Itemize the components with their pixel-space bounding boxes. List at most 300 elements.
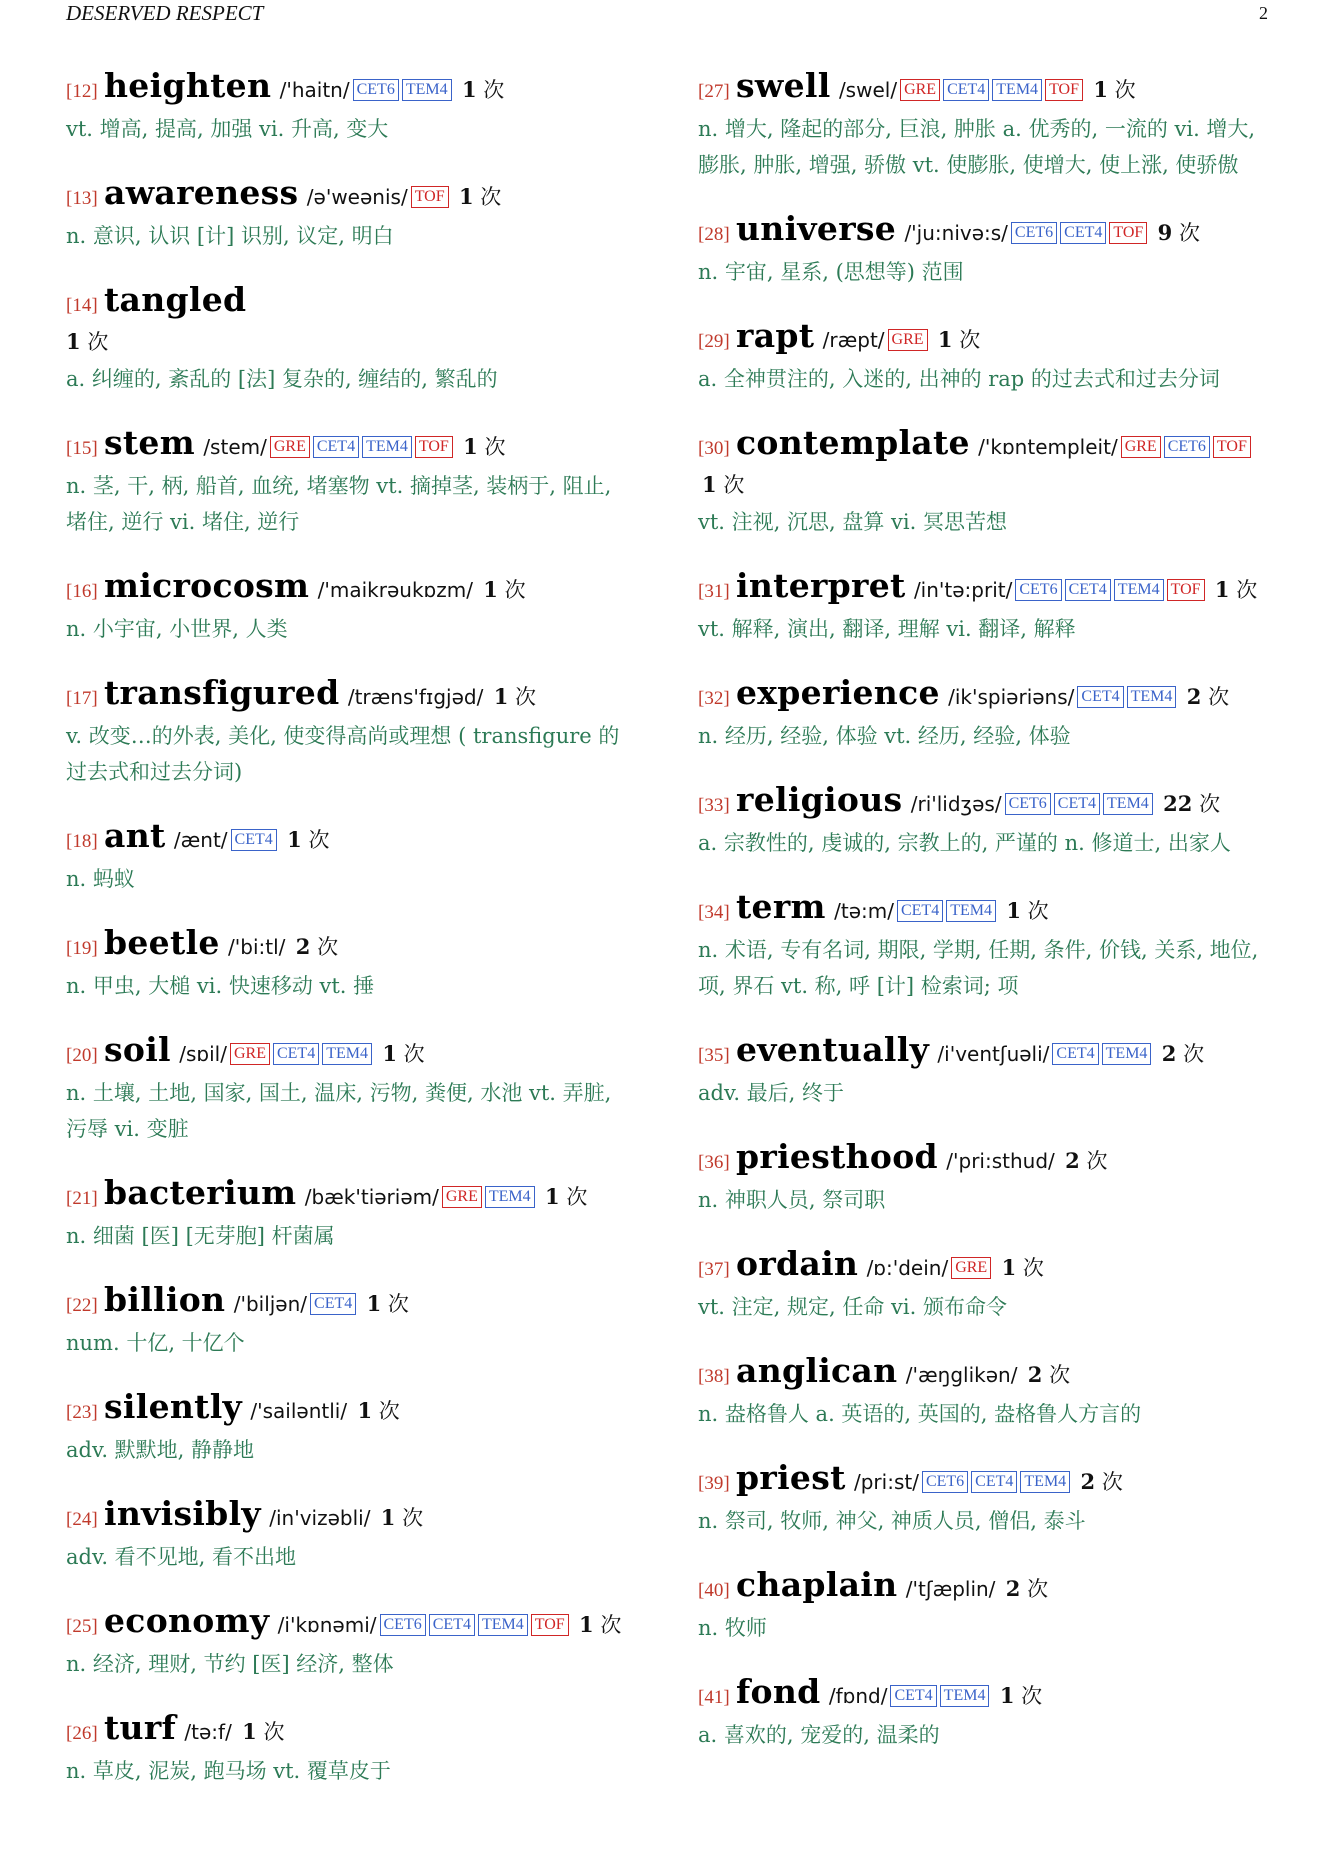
frequency [938,328,980,352]
entry-headline [698,1353,1270,1395]
exam-tag: GRE [442,1186,482,1208]
frequency-count: 1 [458,184,474,209]
frequency [1000,1684,1042,1708]
frequency-count: 2 [1080,1469,1096,1494]
entry-headline [698,1567,1270,1609]
frequency [463,435,505,459]
headword: awareness [104,173,299,212]
frequency [462,78,504,102]
frequency [1006,1577,1048,1601]
entry-headline [66,68,638,110]
entry-headline [698,318,1270,360]
definition: num. 十亿, 十亿个 [66,1331,245,1355]
exam-tag: CET6 [1164,436,1210,458]
definition: n. 小宇宙, 小世界, 人类 [66,617,288,641]
definition: n. 祭司, 牧师, 神父, 神质人员, 僧侣, 泰斗 [698,1509,1086,1533]
frequency [1093,78,1135,102]
entry-number: [30] [698,438,730,459]
frequency [579,1613,621,1637]
exam-tag: CET4 [971,1471,1017,1493]
frequency [66,324,638,360]
exam-tag: TEM4 [322,1043,372,1065]
frequency-unit: 次 [1114,78,1136,102]
frequency-count: 1 [380,1505,396,1530]
frequency [1081,1470,1123,1494]
phonetic: /in'tə:prit/ [913,578,1013,602]
vocab-entry [66,818,638,897]
frequency-unit: 次 [1049,1363,1071,1387]
phonetic: /i'kɒnəmi/ [277,1613,377,1637]
exam-tag: TOF [1213,436,1251,458]
frequency-unit: 次 [1027,1577,1049,1601]
headword: fond [736,1672,821,1711]
entry-number: [19] [66,938,98,959]
exam-tag: CET4 [1052,1043,1098,1065]
headword: universe [736,209,897,248]
definition: vt. 注视, 沉思, 盘算 vi. 冥思苦想 [698,510,1007,534]
entry-headline [66,1282,638,1324]
entry-number: [33] [698,795,730,816]
entry-number: [22] [66,1295,98,1316]
frequency-count: 1 [66,329,81,354]
exam-tag: TEM4 [485,1186,535,1208]
entry-number: [14] [66,295,98,316]
entry-headline [66,175,638,217]
vocab-entry [66,1603,638,1682]
vocab-entry [698,1567,1270,1646]
phonetic: /'haitn/ [279,78,350,102]
entry-number: [15] [66,438,98,459]
phonetic: /'sailəntli/ [250,1399,348,1423]
entry-number: [31] [698,581,730,602]
frequency-count: 1 [1214,577,1230,602]
definition: n. 增大, 隆起的部分, 巨浪, 肿胀 a. 优秀的, 一流的 vi. 增大, 膨胀, 肿胀, 增强, 骄傲 vt. 使膨胀, 使增大, 使上涨, 使骄傲 [698,117,1256,177]
frequency-count: 2 [1161,1041,1177,1066]
headword: transfigured [104,673,340,712]
headword: swell [736,66,831,105]
headword: stem [104,423,195,462]
definition: n. 盎格鲁人 a. 英语的, 英国的, 盎格鲁人方言的 [698,1402,1142,1426]
definition: n. 经济, 理财, 节约 [医] 经济, 整体 [66,1652,394,1676]
vocab-entry [66,175,638,254]
phonetic: /bæk'tiəriəm/ [304,1185,439,1209]
frequency-unit: 次 [403,1042,425,1066]
headword: interpret [736,566,906,605]
definition: a. 喜欢的, 宠爱的, 温柔的 [698,1723,940,1747]
entry-headline [66,425,638,467]
vocab-entry [698,1460,1270,1539]
definition: n. 神职人员, 祭司职 [698,1188,886,1212]
vocab-entry [698,1674,1270,1753]
frequency-unit: 次 [87,330,109,354]
right-column [698,68,1270,1781]
frequency [1162,1042,1204,1066]
phonetic: /ænt/ [173,828,228,852]
headword: silently [104,1387,243,1426]
exam-tag: TEM4 [1127,686,1177,708]
frequency-unit: 次 [1086,1149,1108,1173]
exam-tag: CET6 [1005,793,1051,815]
entry-headline [66,818,638,860]
entry-number: [26] [66,1723,98,1744]
phonetic: /tə:m/ [834,899,894,923]
entry-number: [13] [66,188,98,209]
exam-tag: GRE [888,329,928,351]
frequency-unit: 次 [1021,1684,1043,1708]
headword: billion [104,1280,226,1319]
frequency [287,828,329,852]
headword: turf [104,1708,177,1747]
document-title: DESERVED RESPECT [66,1,264,25]
exam-tag: CET4 [890,1685,936,1707]
phonetic: /i'ventʃuəli/ [937,1042,1050,1066]
frequency-unit: 次 [1027,899,1049,923]
frequency [1215,578,1257,602]
headword: ordain [736,1244,859,1283]
frequency-unit: 次 [1101,1470,1123,1494]
frequency-count: 1 [579,1612,594,1637]
exam-tag: CET6 [380,1614,426,1636]
phonetic: /'kɒntempleit/ [978,435,1118,459]
entry-headline [66,925,638,967]
entry-number: [32] [698,688,730,709]
frequency-unit: 次 [1236,578,1258,602]
frequency-count: 2 [1005,1576,1021,1601]
phonetic: /træns'fɪgjəd/ [347,685,484,709]
vocab-entry [698,568,1270,647]
frequency [367,1292,409,1316]
frequency-count: 1 [493,684,509,709]
frequency-unit: 次 [378,1399,400,1423]
headword: soil [104,1030,171,1069]
exam-tag: TEM4 [1102,1043,1152,1065]
entry-number: [28] [698,224,730,245]
frequency-count: 1 [242,1719,257,1744]
exam-tag: TEM4 [1103,793,1153,815]
entry-headline [698,1246,1270,1288]
entry-headline [698,568,1270,610]
exam-tag: CET4 [1054,793,1100,815]
frequency-unit: 次 [600,1613,622,1637]
phonetic: /swel/ [838,78,898,102]
frequency-count: 1 [366,1291,382,1316]
frequency [1065,1149,1107,1173]
headword: priesthood [736,1137,938,1176]
vocab-entry [66,1389,638,1468]
entry-number: [25] [66,1616,98,1637]
vocab-entry [66,425,638,540]
exam-tag: TOF [415,436,453,458]
entry-number: [38] [698,1366,730,1387]
frequency [1028,1363,1070,1387]
entry-headline [66,282,638,360]
frequency-count: 1 [1001,1255,1017,1280]
frequency-unit: 次 [308,828,330,852]
frequency [494,685,536,709]
entry-headline [66,1603,638,1645]
phonetic: /ræpt/ [822,328,885,352]
headword: priest [736,1458,846,1497]
exam-tag: CET4 [943,79,989,101]
headword: eventually [736,1030,930,1069]
headword: anglican [736,1351,898,1390]
entry-number: [17] [66,688,98,709]
exam-tag: GRE [1121,436,1161,458]
exam-tag: GRE [900,79,940,101]
phonetic: /in'vizəbli/ [269,1506,371,1530]
definition: n. 细菌 [医] [无芽胞] 杆菌属 [66,1224,335,1248]
definition: n. 意识, 认识 [计] 识别, 议定, 明白 [66,224,394,248]
headword: term [736,887,826,926]
phonetic: /'biljən/ [233,1292,308,1316]
definition: vt. 注定, 规定, 任命 vi. 颁布命令 [698,1295,1007,1319]
exam-tag: CET4 [310,1293,356,1315]
vocab-entry [698,1246,1270,1325]
frequency-count: 1 [702,472,717,497]
entry-number: [24] [66,1509,98,1530]
entry-headline [66,1710,638,1752]
definition: n. 术语, 专有名词, 期限, 学期, 任期, 条件, 价钱, 关系, 地位, 项, 界石 vt. 称, 呼 [计] 检索词; 项 [698,938,1259,998]
frequency [382,1042,424,1066]
exam-tag: TOF [531,1614,569,1636]
definition: n. 牧师 [698,1616,767,1640]
phonetic: /stem/ [203,435,267,459]
definition: vt. 增高, 提高, 加强 vi. 升高, 变大 [66,117,389,141]
headword: experience [736,673,940,712]
phonetic: /'bi:tl/ [228,935,286,959]
entry-number: [21] [66,1188,98,1209]
definition: n. 土壤, 土地, 国家, 国土, 温床, 污物, 粪便, 水池 vt. 弄脏, 污辱 vi. 变脏 [66,1081,612,1141]
exam-tag: CET4 [1077,686,1123,708]
definition: vt. 解释, 演出, 翻译, 理解 vi. 翻译, 解释 [698,617,1076,641]
exam-tag: TEM4 [940,1685,990,1707]
phonetic: /'tʃæplin/ [905,1577,996,1601]
frequency [357,1399,399,1423]
entry-headline [66,568,638,610]
frequency-count: 2 [1027,1362,1043,1387]
headword: economy [104,1601,270,1640]
frequency-unit: 次 [387,1292,409,1316]
entry-headline [66,1175,638,1217]
exam-tag: TEM4 [1114,579,1164,601]
exam-tag: TEM4 [402,79,452,101]
frequency-count: 9 [1157,220,1173,245]
phonetic: /pri:st/ [854,1470,919,1494]
frequency-count: 2 [295,934,311,959]
headword: chaplain [736,1565,898,1604]
frequency-unit: 次 [1022,1256,1044,1280]
exam-tag: CET4 [429,1614,475,1636]
entry-headline [698,211,1270,253]
exam-tag: CET4 [313,436,359,458]
entry-headline [66,1496,638,1538]
entry-headline [698,68,1270,110]
entry-number: [12] [66,81,98,102]
exam-tag: TOF [411,186,449,208]
vocab-entry [698,318,1270,397]
entry-number: [36] [698,1152,730,1173]
vocab-entry [698,889,1270,1004]
frequency-unit: 次 [402,1506,424,1530]
headword: heighten [104,66,272,105]
exam-tag: TOF [1167,579,1205,601]
vocab-entry [698,211,1270,290]
phonetic: /fɒnd/ [828,1684,888,1708]
vocab-entry [66,1032,638,1147]
entry-number: [34] [698,902,730,923]
vocab-entry [66,282,638,397]
exam-tag: TEM4 [362,436,412,458]
frequency-count: 22 [1163,791,1193,816]
page-header [66,0,1268,30]
frequency-count: 1 [483,577,498,602]
vocab-entry [698,1353,1270,1432]
definition: adv. 最后, 终于 [698,1081,845,1105]
exam-tag: CET4 [1060,222,1106,244]
frequency-unit: 次 [483,78,505,102]
definition: n. 经历, 经验, 体验 vt. 经历, 经验, 体验 [698,724,1071,748]
vocab-entry [698,1139,1270,1218]
frequency-count: 1 [937,327,953,352]
phonetic: /ri'lidʒəs/ [910,792,1002,816]
frequency [459,185,501,209]
frequency-unit: 次 [1208,685,1230,709]
entry-number: [40] [698,1580,730,1601]
frequency-count: 1 [545,1184,560,1209]
frequency [702,473,744,497]
phonetic: /sɒil/ [179,1042,227,1066]
exam-tag: CET4 [1065,579,1111,601]
headword: invisibly [104,1494,261,1533]
frequency [381,1506,423,1530]
vocab-entry [698,675,1270,754]
entry-headline [66,1389,638,1431]
vocab-entry [698,782,1270,861]
exam-tag: TOF [1045,79,1083,101]
frequency-count: 1 [1006,898,1021,923]
frequency-unit: 次 [1199,792,1221,816]
exam-tag: CET6 [1015,579,1061,601]
exam-tag: TEM4 [478,1614,528,1636]
phonetic: /'æŋglikən/ [905,1363,1018,1387]
vocab-entry [66,1710,638,1789]
entry-number: [16] [66,581,98,602]
exam-tag: TEM4 [992,79,1042,101]
phonetic: /ə'weənis/ [306,185,408,209]
frequency [296,935,338,959]
phonetic: /'maikrəukɒzm/ [317,578,473,602]
definition: a. 全神贯注的, 入迷的, 出神的 rap 的过去式和过去分词 [698,367,1220,391]
entry-headline [698,675,1270,717]
entry-headline [698,1139,1270,1181]
exam-tag: CET4 [231,829,277,851]
definition: n. 蚂蚁 [66,867,135,891]
exam-tag: CET4 [897,900,943,922]
phonetic: /'pri:sthud/ [946,1149,1055,1173]
definition: n. 甲虫, 大槌 vi. 快速移动 vt. 捶 [66,974,375,998]
entry-headline [66,1032,638,1074]
frequency-count: 1 [461,77,477,102]
vocab-entry [698,68,1270,183]
definition: adv. 默默地, 静静地 [66,1438,255,1462]
frequency-unit: 次 [480,185,502,209]
entry-number: [27] [698,81,730,102]
entry-number: [20] [66,1045,98,1066]
frequency-unit: 次 [959,328,981,352]
phonetic: /'ju:nivə:s/ [904,221,1008,245]
vocab-entry [66,675,638,790]
exam-tag: GRE [270,436,310,458]
headword: beetle [104,923,220,962]
frequency-unit: 次 [317,935,339,959]
exam-tag: TOF [1109,222,1147,244]
frequency-count: 1 [1093,77,1108,102]
frequency-count: 1 [287,827,302,852]
frequency [1158,221,1200,245]
headword: religious [736,780,903,819]
phonetic: /tə:f/ [184,1720,232,1744]
entry-number: [18] [66,831,98,852]
entry-headline [698,1674,1270,1716]
vocab-entry [66,1496,638,1575]
frequency-unit: 次 [484,435,506,459]
entry-headline [66,675,638,717]
frequency [1002,1256,1044,1280]
frequency-count: 2 [1065,1148,1080,1173]
frequency-count: 1 [357,1398,373,1423]
definition: adv. 看不见地, 看不出地 [66,1545,297,1569]
frequency-unit: 次 [1178,221,1200,245]
exam-tag: CET6 [1011,222,1057,244]
frequency-unit: 次 [1183,1042,1205,1066]
headword: bacterium [104,1173,297,1212]
headword: ant [104,816,166,855]
vocab-entry [66,1282,638,1361]
exam-tag: GRE [230,1043,270,1065]
entry-headline [698,1460,1270,1502]
headword: contemplate [736,423,970,462]
headword: tangled [104,280,247,319]
frequency-count: 1 [463,434,478,459]
exam-tag: TEM4 [1020,1471,1070,1493]
vocab-entry [66,68,638,147]
frequency [242,1720,284,1744]
frequency-unit: 次 [566,1185,588,1209]
page-number: 2 [1259,3,1268,23]
entry-headline [698,425,1270,503]
entry-headline [698,782,1270,824]
exam-tag: CET6 [922,1471,968,1493]
exam-tag: TEM4 [946,900,996,922]
entry-number: [23] [66,1402,98,1423]
frequency-unit: 次 [723,473,745,497]
definition: a. 宗教性的, 虔诚的, 宗教上的, 严谨的 n. 修道士, 出家人 [698,831,1231,855]
frequency [1163,792,1220,816]
definition: n. 草皮, 泥炭, 跑马场 vt. 覆草皮于 [66,1759,391,1783]
left-column [66,68,638,1817]
exam-tag: CET4 [273,1043,319,1065]
entry-headline [698,1032,1270,1074]
frequency [1187,685,1229,709]
definition: n. 茎, 干, 柄, 船首, 血统, 堵塞物 vt. 摘掉茎, 装柄于, 阻止, 堵住, 逆行 vi. 堵住, 逆行 [66,474,612,534]
vocab-entry [66,1175,638,1254]
frequency-unit: 次 [263,1720,285,1744]
frequency-count: 2 [1186,684,1202,709]
phonetic: /ik'spiəriəns/ [948,685,1075,709]
exam-tag: GRE [951,1257,991,1279]
frequency [545,1185,587,1209]
vocab-entry [66,925,638,1004]
